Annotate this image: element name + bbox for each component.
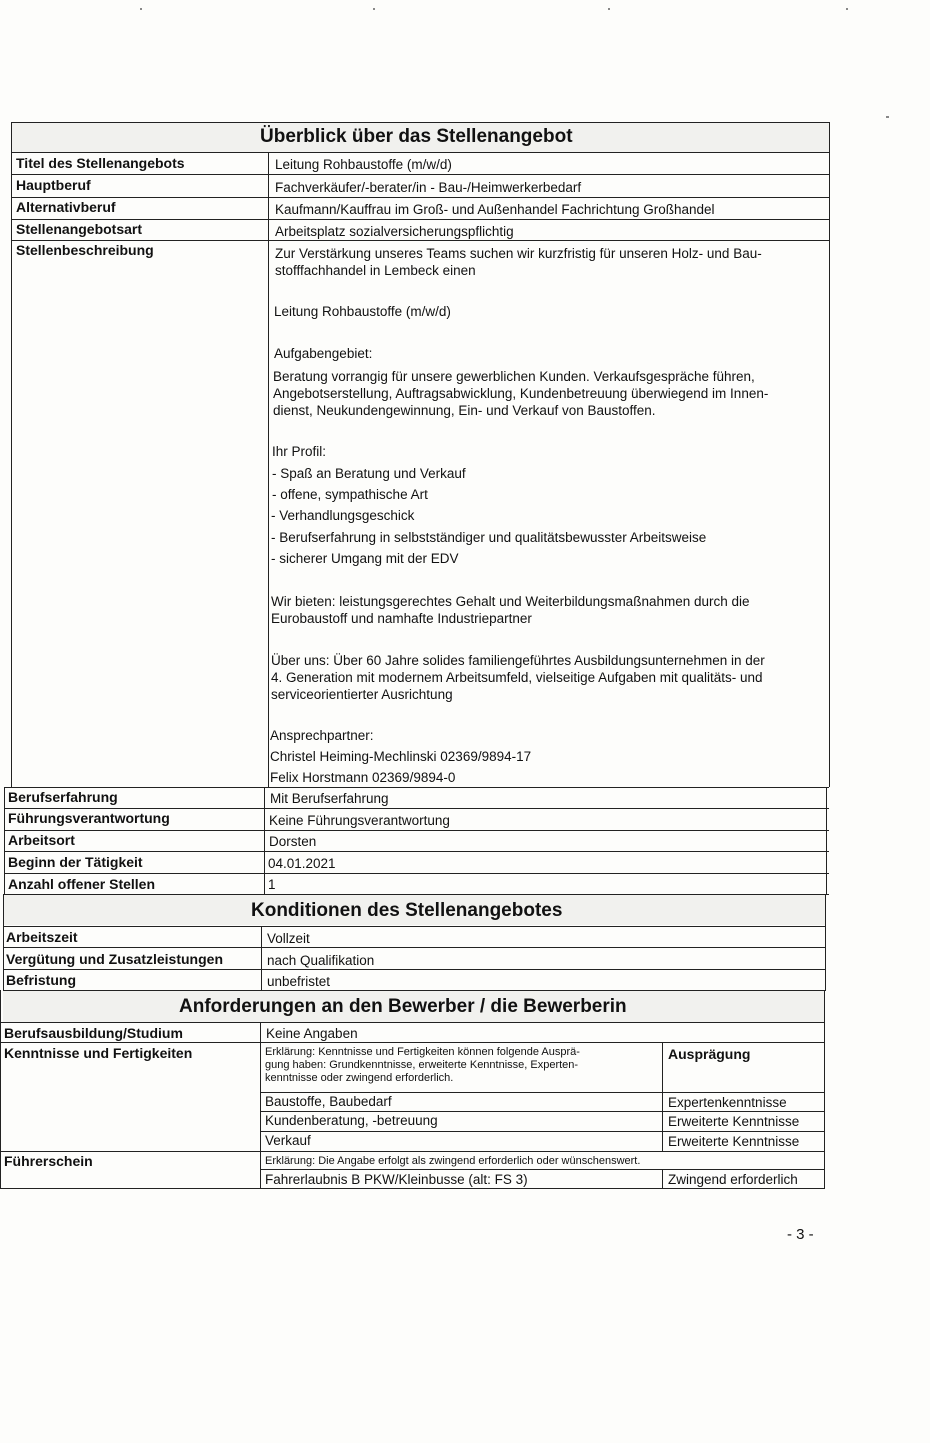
value-hauptberuf: Fachverkäufer/-berater/in - Bau-/Heimwerkerbedarf — [275, 180, 582, 195]
value-titel: Leitung Rohbaustoffe (m/w/d) — [275, 157, 452, 172]
table-border — [0, 990, 1, 1188]
overview-title: Überblick über das Stellenangebot — [260, 126, 573, 147]
table-border — [825, 894, 826, 990]
table-border — [3, 894, 4, 990]
label-arbeitsort: Arbeitsort — [8, 832, 75, 848]
fuehrerschein-value: Fahrerlaubnis B PKW/Kleinbusse (alt: FS 3) — [265, 1172, 528, 1187]
scan-speck — [373, 8, 375, 10]
desc-heading: Ihr Profil: — [272, 444, 327, 459]
value-anzahl: 1 — [268, 877, 276, 892]
desc-list-item: - offene, sympathische Art — [272, 487, 428, 502]
table-border — [4, 808, 829, 809]
requirements-title: Anforderungen an den Bewerber / die Bewerberin — [179, 996, 627, 1017]
value-arbeitszeit: Vollzeit — [267, 931, 310, 946]
desc-line: Angebotserstellung, Auftragsabwicklung, Kundenbetreuung überwiegend im Innen- — [273, 386, 769, 401]
desc-line: Wir bieten: leistungsgerechtes Gehalt und Weiterbildungsmaßnahmen durch die — [271, 594, 750, 609]
table-border — [0, 1042, 825, 1043]
skill-level: Erweiterte Kenntnisse — [668, 1114, 800, 1129]
label-verguetung: Vergütung und Zusatzleistungen — [6, 951, 223, 967]
scan-speck — [140, 8, 142, 10]
value-berufserfahrung: Mit Berufserfahrung — [270, 791, 389, 806]
label-beschreibung: Stellenbeschreibung — [16, 242, 154, 258]
page-number: - 3 - — [787, 1226, 814, 1243]
label-befristung: Befristung — [6, 972, 76, 988]
label-fuehrerschein: Führerschein — [4, 1153, 93, 1169]
desc-heading: Ansprechpartner: — [270, 728, 374, 743]
scan-speck — [886, 116, 889, 118]
kenntnisse-note-line: Erklärung: Kenntnisse und Fertigkeiten können folgende Ausprä- — [265, 1046, 580, 1058]
table-border — [11, 219, 830, 220]
table-border — [260, 1111, 825, 1112]
conditions-title: Konditionen des Stellenangebotes — [251, 900, 563, 921]
table-border — [260, 1092, 825, 1093]
desc-line: serviceorientierter Ausrichtung — [271, 687, 453, 702]
table-border — [829, 122, 830, 787]
desc-contact: Christel Heiming-Mechlinski 02369/9894-17 — [270, 749, 532, 764]
table-border — [3, 947, 826, 948]
label-arbeitszeit: Arbeitszeit — [6, 929, 78, 945]
label-hauptberuf: Hauptberuf — [16, 177, 91, 193]
table-border — [824, 990, 825, 1188]
desc-contact: Felix Horstmann 02369/9894-0 — [270, 770, 456, 785]
table-border — [4, 873, 829, 874]
skill-level: Expertenkenntnisse — [668, 1095, 787, 1110]
label-art: Stellenangebotsart — [16, 221, 143, 237]
fuehrerschein-note: Erklärung: Die Angabe erfolgt als zwingend erforderlich oder wünschenswert. — [265, 1155, 641, 1167]
skill-level: Erweiterte Kenntnisse — [668, 1134, 800, 1149]
value-arbeitsort: Dorsten — [269, 834, 317, 849]
label-titel: Titel des Stellenangebots — [16, 155, 185, 171]
desc-line: Eurobaustoff und namhafte Industriepartner — [271, 611, 532, 626]
table-border — [11, 122, 12, 787]
value-beginn: 04.01.2021 — [268, 856, 336, 871]
table-border — [264, 787, 265, 894]
desc-line: Zur Verstärkung unseres Teams suchen wir kurzfristig für unseren Holz- und Bau- — [275, 246, 762, 261]
desc-list-item: - sicherer Umgang mit der EDV — [271, 551, 459, 566]
label-berufserfahrung: Berufserfahrung — [8, 789, 118, 805]
label-anzahl: Anzahl offener Stellen — [8, 876, 156, 892]
table-border — [268, 152, 269, 787]
table-border — [11, 122, 830, 123]
value-verguetung: nach Qualifikation — [267, 953, 375, 968]
table-border — [4, 787, 829, 788]
kenntnisse-note-line: gung haben: Grundkenntnisse, erweiterte Kenntnisse, Experten- — [265, 1059, 579, 1071]
table-border — [0, 1022, 825, 1023]
table-border — [11, 174, 830, 175]
scan-speck — [846, 8, 848, 10]
scan-speck — [608, 8, 610, 10]
table-border — [260, 1022, 261, 1188]
table-border — [4, 851, 829, 852]
value-befristung: unbefristet — [267, 974, 331, 989]
table-border — [0, 1188, 825, 1189]
table-border — [261, 926, 262, 990]
kenntnisse-note-line: kenntnisse oder zwingend erforderlich. — [265, 1072, 454, 1084]
desc-list-item: - Spaß an Beratung und Verkauf — [272, 466, 466, 481]
table-border — [4, 830, 829, 831]
value-ausbildung: Keine Angaben — [266, 1026, 358, 1041]
table-border — [3, 969, 826, 970]
desc-line: dienst, Neukundengewinnung, Ein- und Verkauf von Baustoffen. — [273, 403, 656, 418]
table-border — [826, 787, 827, 894]
table-border — [11, 197, 830, 198]
table-border — [3, 926, 826, 927]
fuehrerschein-level: Zwingend erforderlich — [668, 1172, 798, 1187]
value-art: Arbeitsplatz sozialversicherungspflichtig — [275, 224, 514, 239]
table-border — [0, 1151, 825, 1152]
table-border — [4, 787, 5, 894]
desc-job-title: Leitung Rohbaustoffe (m/w/d) — [274, 304, 451, 319]
skill-name: Kundenberatung, -betreuung — [265, 1113, 438, 1128]
table-border — [662, 1042, 663, 1151]
value-alternativberuf: Kaufmann/Kauffrau im Groß- und Außenhandel Fachrichtung Großhandel — [275, 202, 715, 217]
table-border — [11, 240, 830, 241]
skill-name: Verkauf — [265, 1133, 311, 1148]
desc-line: Beratung vorrangig für unsere gewerblichen Kunden. Verkaufsgespräche führen, — [273, 369, 755, 384]
table-border — [662, 1169, 663, 1188]
table-border — [11, 152, 830, 153]
table-border — [260, 1169, 825, 1170]
desc-line: stofffachhandel in Lembeck einen — [275, 263, 476, 278]
desc-list-item: - Berufserfahrung in selbstständiger und qualitätsbewusster Arbeitsweise — [271, 530, 707, 545]
label-beginn: Beginn der Tätigkeit — [8, 854, 143, 870]
label-ausbildung: Berufsausbildung/Studium — [4, 1025, 183, 1041]
label-fuehrung: Führungsverantwortung — [8, 810, 170, 826]
label-alternativberuf: Alternativberuf — [16, 199, 116, 215]
auspraegung-header: Ausprägung — [668, 1046, 751, 1062]
value-fuehrung: Keine Führungsverantwortung — [269, 813, 450, 828]
desc-line: 4. Generation mit modernem Arbeitsumfeld, vielseitige Aufgaben mit qualitäts- und — [271, 670, 763, 685]
desc-list-item: - Verhandlungsgeschick — [271, 508, 415, 523]
table-border — [260, 1131, 825, 1132]
desc-heading: Aufgabengebiet: — [274, 346, 373, 361]
skill-name: Baustoffe, Baubedarf — [265, 1094, 392, 1109]
desc-line: Über uns: Über 60 Jahre solides familiengeführtes Ausbildungsunternehmen in der — [271, 653, 765, 668]
label-kenntnisse: Kenntnisse und Fertigkeiten — [4, 1045, 193, 1061]
